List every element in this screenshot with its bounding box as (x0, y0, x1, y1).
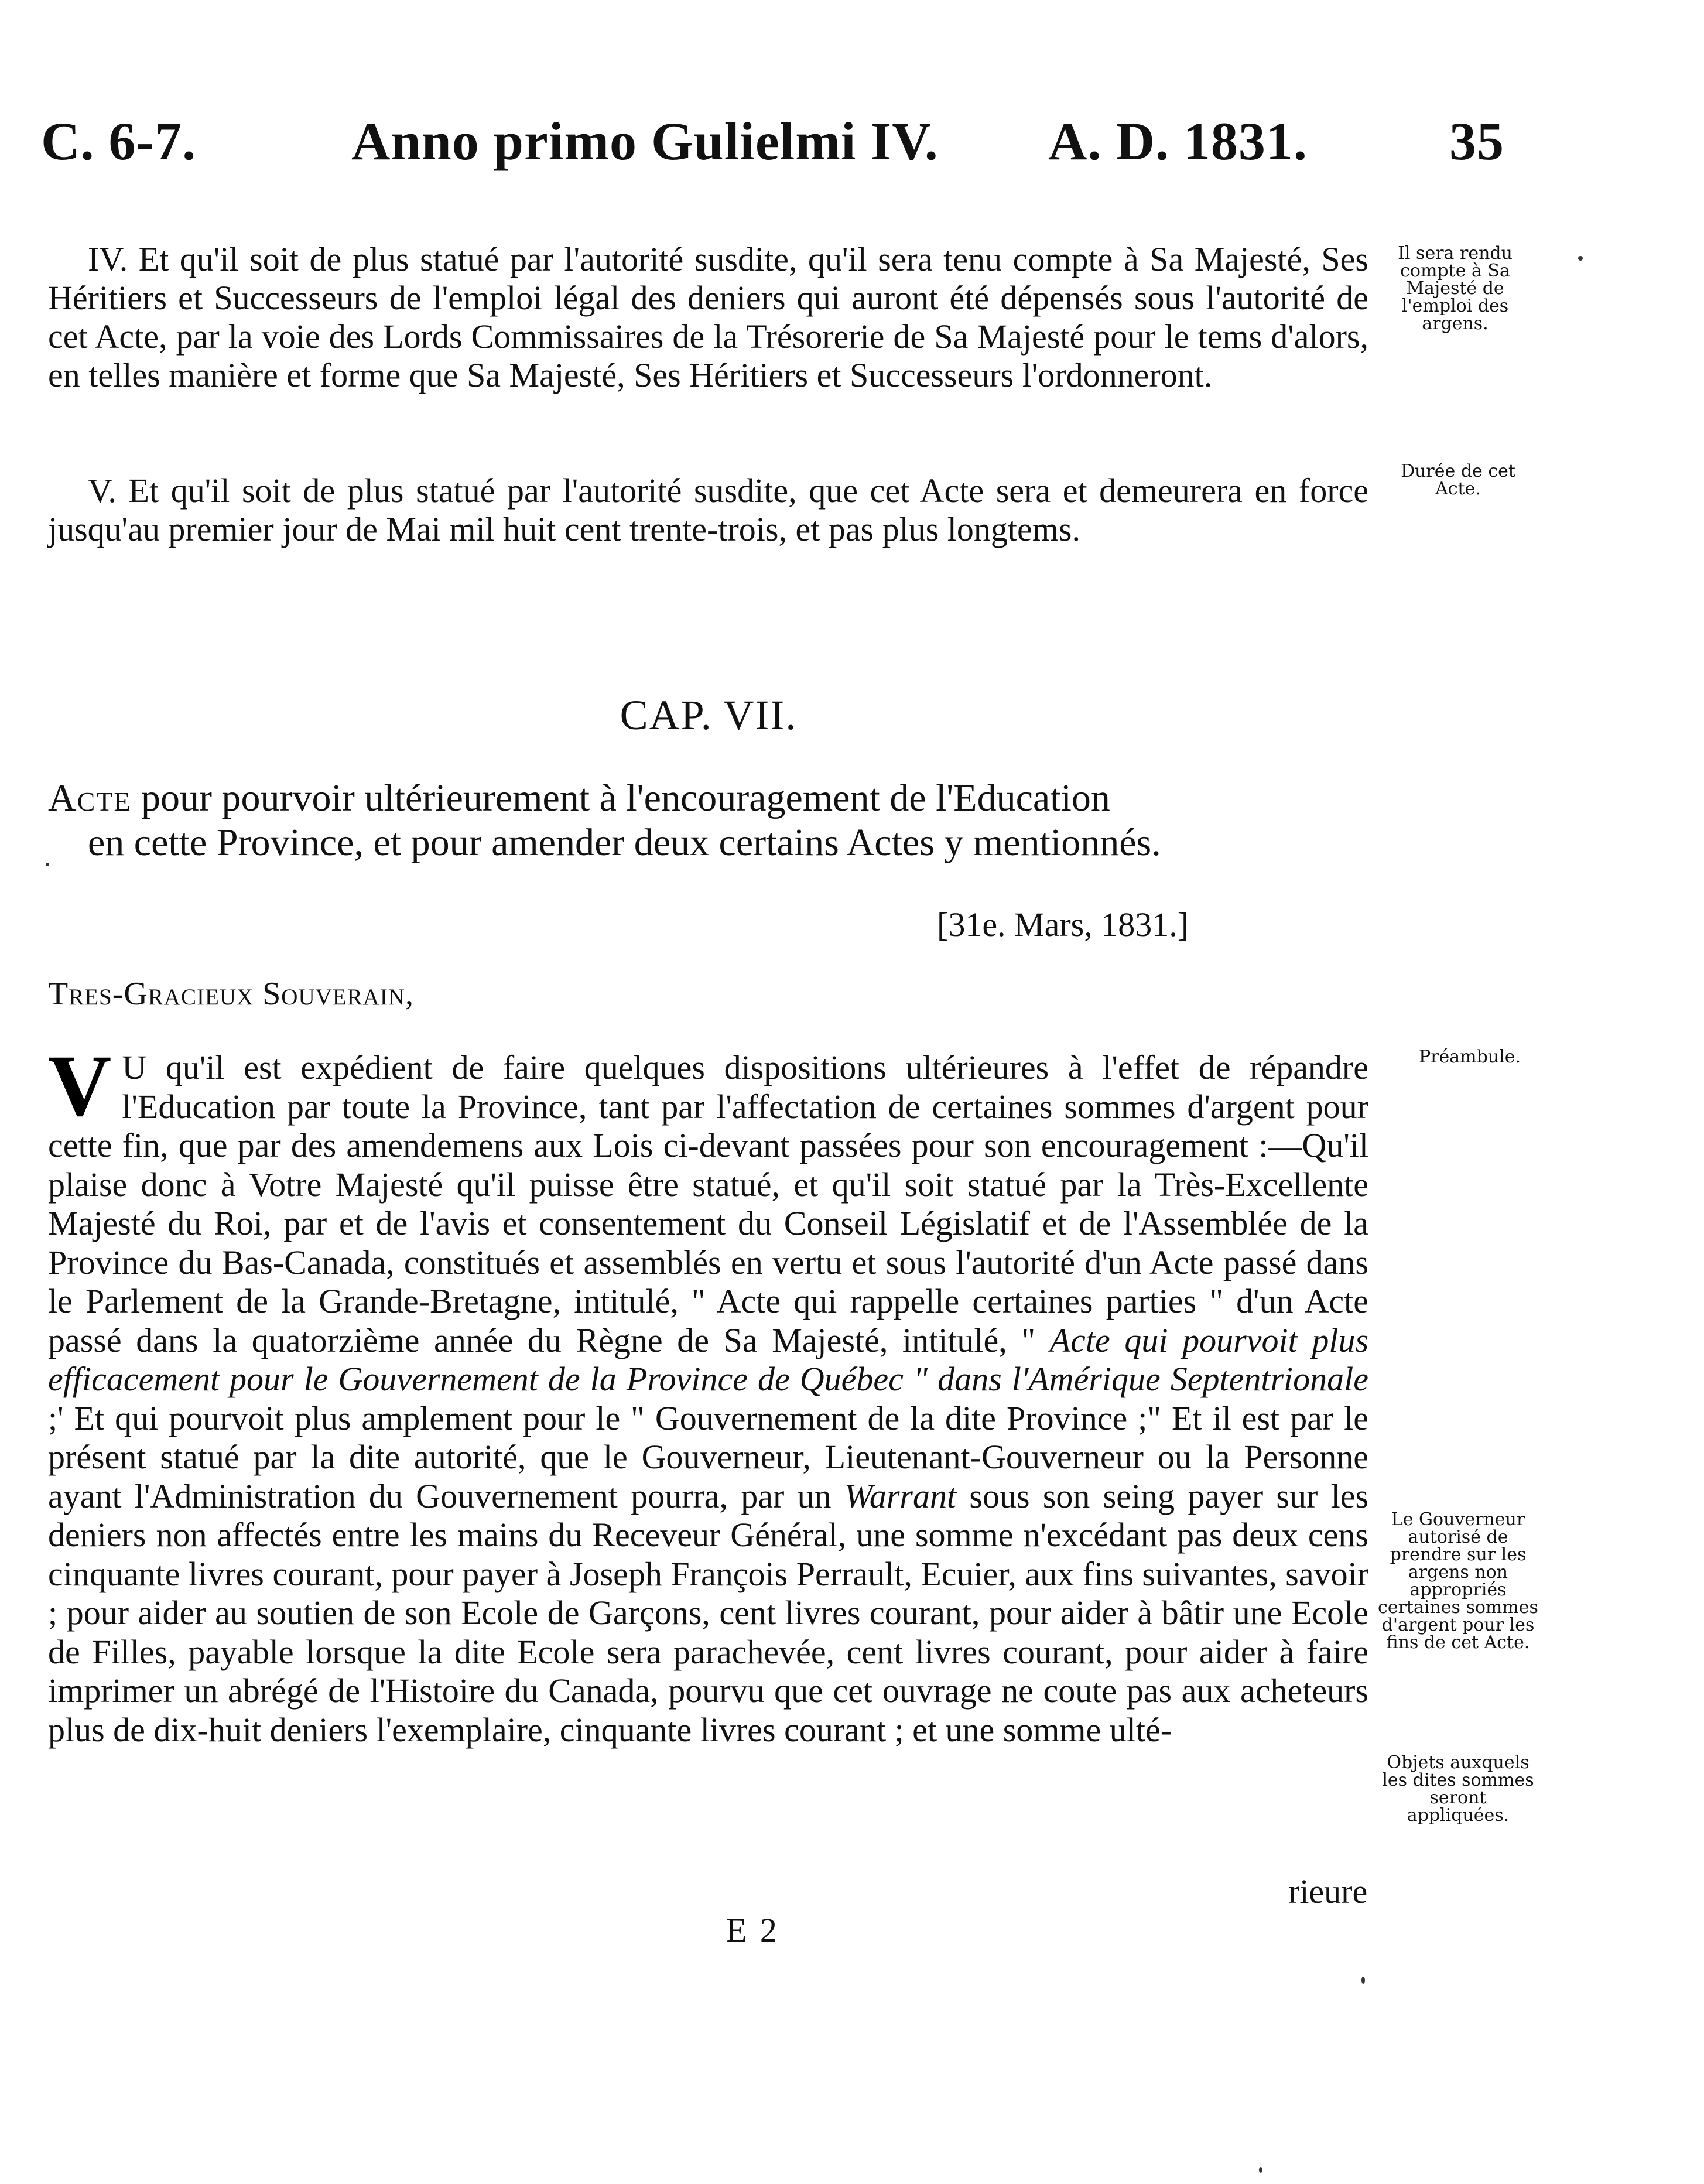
chapter-number: C. 6-7. (41, 111, 197, 171)
section-v-text: V. Et qu'il soit de plus statué par l'autorité susdite, que cet Acte sera et demeurera en force jusqu'au premier jour de Mai mil huit cent trente-trois, et pas plus longtems. (48, 471, 1368, 548)
marginal-note-accounting: Il sera rendu compte à Sa Majesté de l'emploi des argens. (1398, 243, 1513, 334)
section-v (48, 471, 1368, 549)
marginal-note-preamble: Préambule. (1418, 1047, 1521, 1067)
signature-mark: E 2 (726, 1911, 779, 1949)
preamble-text-2: ;' Et qui pourvoit plus amplement pour le " Gouvernement de la dite Province ;" Et il est par le présent statué par la dite autorité, que le Gouverneur, Lieutenant-Gouverneur ou la Personne ayant l'Administration du Gouvernement pourra, par un (48, 1399, 1368, 1515)
marginal-note-objects: Objets auxquels les dites sommes seront appliquées. (1382, 1752, 1534, 1826)
scan-speck (1361, 1977, 1365, 1984)
drop-cap: V (48, 1037, 112, 1134)
marginal-note-governor: Le Gouverneur autorisé de prendre sur les argens non appropriés certaines sommes d'argent pour les fins de cet Acte. (1378, 1509, 1538, 1653)
catch-word: rieure (1288, 1872, 1368, 1910)
preamble-text-1: U qu'il est expédient de faire quelques dispositions ultérieures à l'effet de répandre l'Education par toute la Province, tant par l'affectation de certaines sommes d'argent pour cette fin, que par des amendemens aux Lois ci-devant passées pour son encouragement :—Qu'il plaise donc à Votre Majesté qu'il puisse être statué, et qu'il soit statué par la Très-Excellente Majesté du Roi, par et de l'avis et consentement du Conseil Législatif et de l'Assemblée de la Province du Bas-Canada, constitués et assemblés en vertu et sous l'autorité d'un Acte passé dans le Parlement de la Grande-Bretagne, intitulé, " Acte qui rappelle certaines parties " d'un Acte passé dans la quatorzième année du Règne de Sa Majesté, intitulé, " (48, 1048, 1368, 1359)
section-iv (48, 240, 1368, 395)
scan-speck (1259, 2167, 1262, 2173)
marginal-note-duration: Durée de cet Acte. (1401, 461, 1515, 499)
act-title-line1: pour pourvoir ultérieurement à l'encouragement de l'Education (141, 777, 1110, 819)
act-title-line2: en cette Province, et pour amender deux certains Actes y mentionnés. (88, 821, 1161, 864)
regnal-year: Anno primo Gulielmi IV. (351, 111, 939, 171)
act-date: [31e. Mars, 1831.] (937, 905, 1189, 944)
salutation: Tres-Gracieux Souverain, (48, 976, 414, 1012)
preamble-warrant: Warrant (844, 1476, 957, 1515)
scan-speck (1578, 256, 1583, 261)
scan-speck (46, 863, 49, 866)
calendar-year: A. D. 1831. (1048, 111, 1308, 171)
chapter-heading: CAP. VII. (620, 692, 798, 739)
act-title (48, 776, 1360, 865)
page-number: 35 (1449, 111, 1504, 171)
preamble (48, 1037, 1369, 1749)
preamble-text-3: sous son seing payer sur les deniers non affectés entre les mains du Receveur Général, une somme n'excédant pas deux cens cinquante livres courant, pour payer à Joseph François Perrault, Ecuier, aux fins suivantes, savoir ; pour aider au soutien de son Ecole de Garçons, cent livres courant, pour aider à bâtir une Ecole de Filles, payable lorsque la dite Ecole sera parachevée, cent livres courant, pour aider à faire imprimer un abrégé de l'Histoire du Canada, pourvu que cet ouvrage ne coute pas aux acheteurs plus de dix-huit deniers l'exemplaire, cinquante livres courant ; et une somme ulté- (48, 1476, 1369, 1749)
act-title-lead: Acte (48, 777, 132, 819)
section-iv-text: IV. Et qu'il soit de plus statué par l'autorité susdite, qu'il sera tenu compte à Sa Majesté, Ses Héritiers et Successeurs de l'emploi légal des deniers qui auront été dépensés sous l'autorité de cet Acte, par la voie des Lords Commissaires de la Trésorerie de Sa Majesté pour le tems d'alors, en telles manière et forme que Sa Majesté, Ses Héritiers et Successeurs l'ordonneront. (48, 240, 1368, 394)
preamble-cited-act: Acte qui pourvoit plus efficacement pour le Gouvernement de la Province de Québec " dans l'Amérique Septentrionale (48, 1321, 1369, 1398)
